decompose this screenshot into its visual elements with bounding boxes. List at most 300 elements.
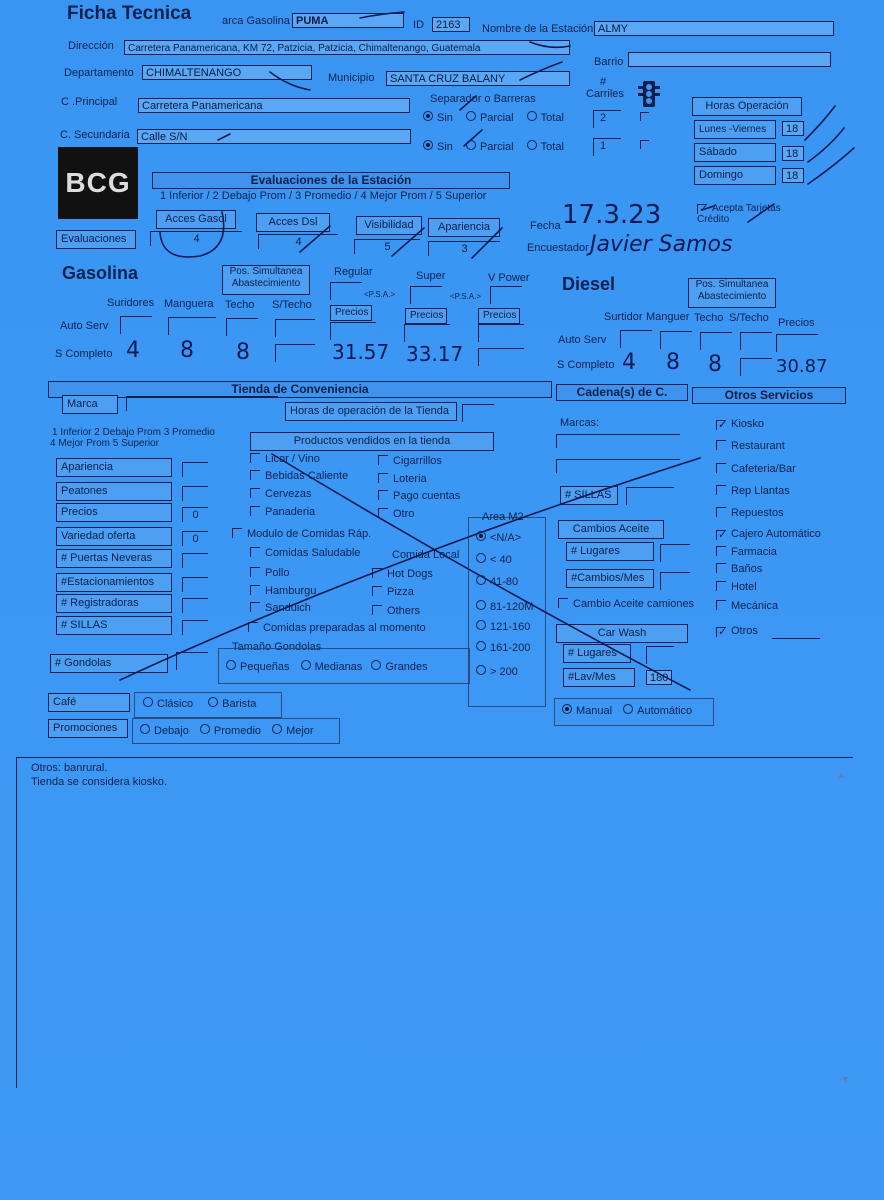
modulo-label: Modulo de Comidas Ráp.: [247, 528, 372, 540]
producto-cigarrillos: [378, 455, 442, 467]
otros-item: [716, 463, 796, 475]
dsl-s-completo-manguer[interactable]: 8: [666, 350, 680, 375]
evaluaciones-scale: 1 Inferior / 2 Debajo Prom / 3 Promedio / 4 Mejor Prom / 5 Superior: [160, 190, 487, 202]
fecha-field[interactable]: 17.3.23: [562, 200, 662, 230]
carwash-tipo-options: [562, 704, 692, 717]
psa-label-1: <P.S.A.>: [364, 290, 395, 299]
carriles-principal-field[interactable]: [593, 110, 621, 128]
licor-checkbox[interactable]: [250, 453, 260, 463]
producto-bebidas: [250, 470, 348, 482]
vpower-precio-field[interactable]: [478, 348, 524, 366]
producto-cervezas: [250, 488, 311, 500]
otros-item: [716, 581, 757, 593]
dsl-col-precios: Precios: [778, 317, 815, 329]
preparadas-label: Comidas preparadas al momento: [263, 622, 426, 634]
area-radio[interactable]: [476, 531, 486, 541]
otros-item: [716, 485, 790, 497]
tienda-eval-field[interactable]: [182, 462, 208, 477]
otros-item: [716, 600, 778, 612]
pizza-label: Pizza: [387, 586, 414, 598]
mejor-radio[interactable]: [272, 724, 282, 734]
total-label: Total: [540, 112, 564, 124]
apariencia-field[interactable]: 3: [428, 241, 500, 256]
bcg-logo: BCG: [58, 147, 138, 219]
lav-mes-label: #Lav/Mes: [563, 668, 635, 687]
vpower-precios-label: Precios: [478, 308, 520, 324]
clasico-radio[interactable]: [143, 697, 153, 707]
vpower-pos-field[interactable]: [490, 286, 522, 304]
area-label: > 200: [490, 666, 518, 678]
direccion-field[interactable]: Carretera Panamericana, KM 72, Patzicia, Patzicia, Chimaltenango, Guatemala: [124, 40, 570, 55]
hotdogs-label: Hot Dogs: [387, 568, 433, 580]
acepta-tarjetas-label: Acepta Tarjetas Crédito: [697, 203, 781, 225]
tienda-eval-field[interactable]: 0: [182, 531, 208, 546]
tienda-eval-label: Precios: [56, 503, 172, 522]
c-secundaria-field[interactable]: Calle S/N: [137, 129, 411, 144]
pequenas-radio[interactable]: [226, 660, 236, 670]
cadena-sillas-label: # SILLAS: [560, 486, 618, 505]
otros-label: Mecánica: [731, 600, 779, 612]
dsl-col-techo: Techo: [694, 312, 724, 324]
otros-label: Kiosko: [731, 418, 765, 430]
otros-checkbox[interactable]: [716, 600, 726, 610]
promedio-label: Promedio: [213, 725, 261, 737]
otros-item: [716, 625, 758, 637]
manual-radio[interactable]: [562, 704, 572, 714]
dsl-s-completo-surtidor[interactable]: 4: [622, 350, 636, 375]
cambios-mes-field[interactable]: [660, 572, 690, 590]
others-label: Others: [387, 605, 421, 617]
dsl-col-stecho: S/Techo: [729, 312, 769, 324]
total-radio-secundaria[interactable]: [527, 140, 537, 150]
camiones-checkbox[interactable]: [558, 598, 568, 608]
producto-loteria: [378, 473, 427, 485]
gasolina-title: Gasolina: [62, 263, 139, 283]
tienda-marca-label: Marca: [62, 395, 118, 414]
bebidas-checkbox[interactable]: [250, 470, 260, 480]
departamento-label: Departamento: [64, 67, 134, 79]
otros-label: Restaurant: [731, 440, 785, 452]
otros-item: [716, 440, 785, 452]
tienda-eval-field[interactable]: [182, 620, 208, 635]
sin-radio-secundaria[interactable]: [423, 140, 433, 150]
tienda-scale-1: 1 Inferior 2 Debajo Prom 3 Promedio: [52, 427, 215, 438]
medianas-label: Medianas: [314, 661, 363, 673]
producto-otro: [378, 508, 414, 520]
clasico-label: Clásico: [157, 698, 194, 710]
otros-label: Rep Llantas: [731, 485, 790, 497]
lunes-viernes-label: Lunes -Viernes: [694, 120, 776, 139]
gas-col-techo: Techo: [225, 299, 255, 311]
nombre-estacion-label: Nombre de la Estación: [482, 23, 594, 35]
scroll-down-icon[interactable]: ▼: [841, 1074, 850, 1084]
car-wash-header: Car Wash: [556, 624, 688, 643]
area-radio[interactable]: [476, 575, 486, 585]
area-option: [476, 620, 530, 633]
separador-label: Separador o Barreras: [430, 93, 536, 105]
otros-label: Cajero Automático: [731, 528, 821, 540]
saludable-label: Comidas Saludable: [265, 547, 361, 559]
cambios-mes-label: #Cambios/Mes: [566, 569, 654, 588]
others-checkbox[interactable]: [372, 605, 382, 615]
tienda-eval-label: Variedad oferta: [56, 527, 172, 546]
hotdogs-checkbox[interactable]: [372, 568, 382, 578]
otros-label: Farmacia: [731, 546, 777, 558]
pago-cuentas-checkbox[interactable]: [378, 490, 388, 500]
producto-panaderia: [250, 506, 315, 518]
dsl-auto-serv-label: Auto Serv: [558, 334, 607, 346]
area-radio[interactable]: [476, 553, 486, 563]
tienda-eval-field[interactable]: [182, 598, 208, 613]
domingo-field[interactable]: 18: [782, 168, 804, 183]
otros-item: [716, 528, 821, 540]
otros-label: Cafeteria/Bar: [731, 463, 796, 475]
otros-checkbox[interactable]: [716, 563, 726, 573]
carwash-lugares-field[interactable]: [646, 646, 674, 664]
otros-label: Otros: [731, 625, 758, 637]
area-radio[interactable]: [476, 641, 486, 651]
comidas-preparadas: [248, 622, 426, 634]
promedio-radio[interactable]: [200, 724, 210, 734]
cambios-aceite-header: Cambios Aceite: [558, 520, 664, 539]
preparadas-checkbox[interactable]: [248, 622, 258, 632]
direccion-label: Dirección: [68, 40, 114, 52]
notes-textarea[interactable]: [16, 757, 853, 1088]
cigarrillos-checkbox[interactable]: [378, 455, 388, 465]
bebidas-label: Bebidas Caliente: [265, 470, 349, 482]
area-label: 81-120M: [490, 601, 534, 613]
otros-checkbox[interactable]: [716, 581, 726, 591]
area-option: [476, 665, 518, 678]
tienda-marca-field[interactable]: [126, 396, 278, 411]
otros-label: Hotel: [731, 581, 757, 593]
dsl-auto-precio[interactable]: [776, 334, 818, 352]
otros-label: Repuestos: [731, 507, 784, 519]
carriles-label: # Carriles: [586, 76, 624, 100]
cafe-options: [143, 697, 256, 710]
gas-auto-surtidores[interactable]: [120, 316, 152, 334]
loteria-checkbox[interactable]: [378, 473, 388, 483]
otros-checkbox[interactable]: [716, 507, 726, 517]
tamano-options: [226, 660, 428, 673]
tienda-eval-label: Apariencia: [56, 458, 172, 477]
pollo-checkbox[interactable]: [250, 567, 260, 577]
area-option: [476, 600, 533, 613]
camiones-label: Cambio Aceite camiones: [573, 598, 695, 610]
gas-s-completo-stecho[interactable]: [275, 344, 315, 362]
cambios-lugares-label: # Lugares: [566, 542, 654, 561]
super-precios-label: Precios: [405, 308, 447, 324]
regular-pos-field[interactable]: [330, 282, 362, 300]
notes-line-1: Otros: banrural.: [31, 762, 108, 774]
pequenas-label: Pequeñas: [240, 661, 290, 673]
form-title: Ficha Tecnica: [67, 3, 192, 24]
area-option: [476, 641, 530, 654]
otros-checkbox[interactable]: [716, 627, 726, 637]
tienda-eval-label: #Estacionamientos: [56, 573, 172, 592]
pago-cuentas-label: Pago cuentas: [393, 490, 461, 502]
tienda-horas-label: Horas de operación de la Tienda: [285, 402, 457, 421]
carriles-secundaria-check[interactable]: [640, 140, 649, 149]
carwash-lugares-label: # Lugares: [563, 644, 631, 663]
area-radio[interactable]: [476, 665, 486, 675]
modulo-comidas: [232, 528, 371, 540]
panaderia-label: Panaderia: [265, 506, 316, 518]
super-auto-precio[interactable]: [404, 324, 450, 342]
promociones-options: [140, 724, 314, 737]
area-label: < 40: [490, 554, 512, 566]
regular-precios-label: Precios: [330, 305, 372, 321]
acces-dsl-field[interactable]: 4: [258, 234, 338, 249]
barrio-label: Barrio: [594, 56, 624, 68]
producto-licor: [250, 453, 320, 465]
dsl-auto-manguer[interactable]: [660, 331, 692, 349]
gas-auto-manguera[interactable]: [168, 317, 216, 335]
area-radio[interactable]: [476, 620, 486, 630]
barista-label: Barista: [222, 698, 257, 710]
separador-secundaria-group: [423, 140, 564, 153]
otros-checkbox[interactable]: [716, 485, 726, 495]
psa-label-2: <P.S.A.>: [450, 292, 481, 301]
grandes-radio[interactable]: [371, 660, 381, 670]
gondolas-label: # Gondolas: [50, 654, 168, 673]
area-label: 121-160: [490, 621, 531, 633]
area-option: [476, 531, 521, 544]
marcas-field-1[interactable]: [556, 434, 680, 448]
pollo-label: Pollo: [265, 567, 290, 579]
evaluaciones-header: Evaluaciones de la Estación: [152, 172, 510, 189]
dsl-precio-field[interactable]: 30.87: [776, 356, 828, 377]
area-label: 41-80: [490, 576, 519, 588]
producto-pago-cuentas: [378, 490, 460, 502]
cervezas-label: Cervezas: [265, 488, 312, 500]
carriles-secundaria-value: 1: [600, 140, 607, 152]
gas-auto-serv-label: Auto Serv: [60, 320, 109, 332]
visibilidad-field[interactable]: 5: [354, 239, 420, 254]
comida-local: Comida Local: [392, 549, 460, 561]
diesel-pos-simultanea: Pos. Simultanea Abastecimiento: [688, 278, 776, 308]
cambio-camiones: [558, 598, 694, 610]
licor-label: Licor / Vino: [265, 453, 320, 465]
carriles-principal-value: 2: [600, 112, 607, 124]
comida-others: [372, 605, 420, 617]
regular-auto-precio[interactable]: [330, 322, 376, 340]
regular-precio-field[interactable]: 31.57: [332, 340, 390, 364]
area-option: [476, 575, 518, 588]
otros-item: [716, 563, 762, 575]
debajo-label: Debajo: [154, 725, 189, 737]
mejor-label: Mejor: [286, 725, 314, 737]
productos-header: Productos vendidos en la tienda: [250, 432, 494, 451]
sanduich-checkbox[interactable]: [250, 602, 260, 612]
debajo-radio[interactable]: [140, 724, 150, 734]
traffic-light-icon: [638, 80, 660, 108]
cafe-label: Café: [48, 693, 130, 712]
visibilidad-label: Visibilidad: [356, 216, 422, 235]
total-radio-principal[interactable]: [527, 111, 537, 121]
barrio-field[interactable]: [628, 52, 831, 67]
promociones-label: Promociones: [48, 719, 128, 738]
panaderia-checkbox[interactable]: [250, 506, 260, 516]
acepta-tarjetas-group: [697, 203, 797, 225]
c-principal-label: C .Principal: [61, 96, 118, 108]
hamburgu-label: Hamburgu: [265, 585, 317, 597]
cadena-sillas-field[interactable]: [626, 487, 674, 505]
otros-checkbox[interactable]: [716, 463, 726, 473]
pizza-checkbox[interactable]: [372, 586, 382, 596]
encuestador-label: Encuestador: [527, 242, 589, 254]
gas-auto-techo[interactable]: [226, 318, 258, 336]
area-m2-label: Area M2: [482, 511, 524, 523]
apariencia-label: Apariencia: [428, 218, 500, 237]
tienda-eval-field[interactable]: [182, 486, 208, 501]
tienda-eval-label: # SILLAS: [56, 616, 172, 635]
comida-pizza: [372, 586, 414, 598]
gasolina-pos-simultanea: Pos. Simultanea Abastecimiento: [222, 265, 310, 295]
automatico-radio[interactable]: [623, 704, 633, 714]
marcas-field-2[interactable]: [556, 459, 680, 473]
tienda-eval-field[interactable]: [182, 553, 208, 568]
parcial-label: Parcial: [479, 141, 514, 153]
grandes-label: Grandes: [385, 661, 428, 673]
departamento-field[interactable]: CHIMALTENANGO: [142, 65, 312, 80]
evaluaciones-label: Evaluaciones: [56, 230, 136, 249]
tienda-scale-2: 4 Mejor Prom 5 Superior: [50, 438, 159, 449]
c-secundaria-label: C. Secundaria: [60, 129, 130, 141]
sin-label: Sin: [437, 141, 453, 153]
tienda-eval-label: Peatones: [56, 482, 172, 501]
otros-label: Baños: [731, 563, 763, 575]
vpower-auto-precio[interactable]: [478, 324, 524, 342]
dsl-auto-techo[interactable]: [700, 332, 732, 350]
gas-s-completo-techo[interactable]: 8: [236, 340, 250, 365]
super-precio-field[interactable]: 33.17: [406, 342, 464, 366]
gas-col-stecho: S/Techo: [272, 299, 312, 311]
dsl-auto-surtidor[interactable]: [620, 330, 652, 348]
marca-gasolina-field[interactable]: PUMA: [292, 13, 404, 28]
parcial-radio-principal[interactable]: [466, 111, 476, 121]
dsl-auto-stecho[interactable]: [740, 332, 772, 350]
acces-gasol-field[interactable]: 4: [150, 231, 242, 246]
dsl-col-manguer: Manguer: [646, 311, 690, 323]
tamano-gondolas-label: Tamaño Gondolas: [232, 641, 322, 653]
otros-servicios-header: Otros Servicios: [692, 387, 846, 404]
dsl-s-completo-techo[interactable]: 8: [708, 352, 722, 377]
scroll-up-icon[interactable]: ▲: [837, 770, 846, 780]
comida-saludable: [250, 547, 360, 559]
dsl-s-completo-stecho[interactable]: [740, 358, 772, 376]
cervezas-checkbox[interactable]: [250, 488, 260, 498]
separador-principal-group: [423, 111, 564, 124]
acces-gasol-label: Acces Gasol: [156, 210, 236, 229]
cambios-lugares-field[interactable]: [660, 544, 690, 562]
gas-auto-stecho[interactable]: [275, 319, 315, 337]
comida-hotdogs: [372, 568, 433, 580]
modulo-checkbox[interactable]: [232, 528, 242, 538]
cadena-header: Cadena(s) de C.: [556, 384, 688, 401]
dsl-col-surtidor: Surtidor: [604, 311, 643, 323]
carriles-principal-check[interactable]: [640, 112, 649, 121]
area-label: 161-200: [490, 642, 531, 654]
barista-radio[interactable]: [208, 697, 218, 707]
parcial-label: Parcial: [479, 112, 514, 124]
carriles-secundaria-field[interactable]: [593, 138, 621, 156]
sabado-field[interactable]: 18: [782, 146, 804, 161]
sin-label: Sin: [437, 112, 453, 124]
marca-gasolina-label: arca Gasolina: [222, 15, 290, 27]
tienda-eval-label: # Registradoras: [56, 594, 172, 613]
sanduich-label: Sanduich: [265, 602, 311, 614]
lunes-viernes-field[interactable]: 18: [782, 121, 804, 136]
tienda-eval-field[interactable]: [182, 577, 208, 592]
area-option: [476, 553, 512, 566]
otros-item: [716, 546, 777, 558]
domingo-label: Domingo: [694, 166, 776, 185]
saludable-checkbox[interactable]: [250, 547, 260, 557]
gas-col-manguera: Manguera: [164, 298, 214, 310]
loteria-label: Loteria: [393, 473, 427, 485]
lav-mes-field[interactable]: 180: [646, 670, 672, 685]
tienda-eval-field[interactable]: 0: [182, 507, 208, 522]
dsl-s-completo-label: S Completo: [557, 359, 615, 371]
area-radio[interactable]: [476, 600, 486, 610]
cigarrillos-label: Cigarrillos: [393, 455, 442, 467]
otro-checkbox[interactable]: [378, 508, 388, 518]
municipio-field[interactable]: SANTA CRUZ BALANY: [386, 71, 570, 86]
marcas-label: Marcas:: [560, 417, 600, 429]
horas-operacion-header: Horas Operación: [692, 97, 802, 116]
acepta-tarjetas-checkbox[interactable]: [697, 204, 707, 214]
parcial-radio-secundaria[interactable]: [466, 140, 476, 150]
fecha-label: Fecha: [530, 220, 561, 232]
otros-checkbox[interactable]: [716, 530, 726, 540]
super-pos-field[interactable]: [410, 286, 442, 304]
gondolas-field[interactable]: [176, 652, 208, 670]
diesel-title: Diesel: [562, 274, 616, 294]
hamburgu-checkbox[interactable]: [250, 585, 260, 595]
otros-checkbox[interactable]: [716, 546, 726, 556]
otros-item: [716, 418, 764, 430]
vpower-label: V Power: [488, 272, 530, 284]
notes-line-2: Tienda se considera kiosko.: [31, 776, 167, 788]
otros-checkbox[interactable]: [716, 420, 726, 430]
comida-sanduich: [250, 602, 311, 614]
total-label: Total: [540, 141, 564, 153]
gas-s-completo-surtidores[interactable]: 4: [126, 338, 140, 363]
id-field[interactable]: 2163: [432, 17, 470, 32]
sin-radio-principal[interactable]: [423, 111, 433, 121]
nombre-estacion-field[interactable]: ALMY: [594, 21, 834, 36]
c-principal-field[interactable]: Carretera Panamericana: [138, 98, 410, 113]
otros-item: [716, 507, 784, 519]
tienda-horas-field[interactable]: [462, 404, 494, 422]
id-label: ID: [413, 19, 424, 31]
comida-hamburgu: [250, 585, 316, 597]
medianas-radio[interactable]: [301, 660, 311, 670]
gas-s-completo-manguera[interactable]: 8: [180, 338, 194, 363]
gas-col-surtidores: Suridores: [107, 297, 155, 309]
area-label: <N/A>: [490, 532, 522, 544]
super-label: Super: [416, 270, 446, 282]
municipio-label: Municipio: [328, 72, 375, 84]
tienda-eval-label: # Puertas Neveras: [56, 549, 172, 568]
regular-label: Regular: [334, 266, 373, 278]
automatico-label: Automático: [637, 705, 693, 717]
otros-checkbox[interactable]: [716, 440, 726, 450]
sabado-label: Sábado: [694, 143, 776, 162]
acces-dsl-label: Acces Dsl: [256, 213, 330, 232]
encuestador-field[interactable]: Javier Samos: [590, 232, 733, 257]
